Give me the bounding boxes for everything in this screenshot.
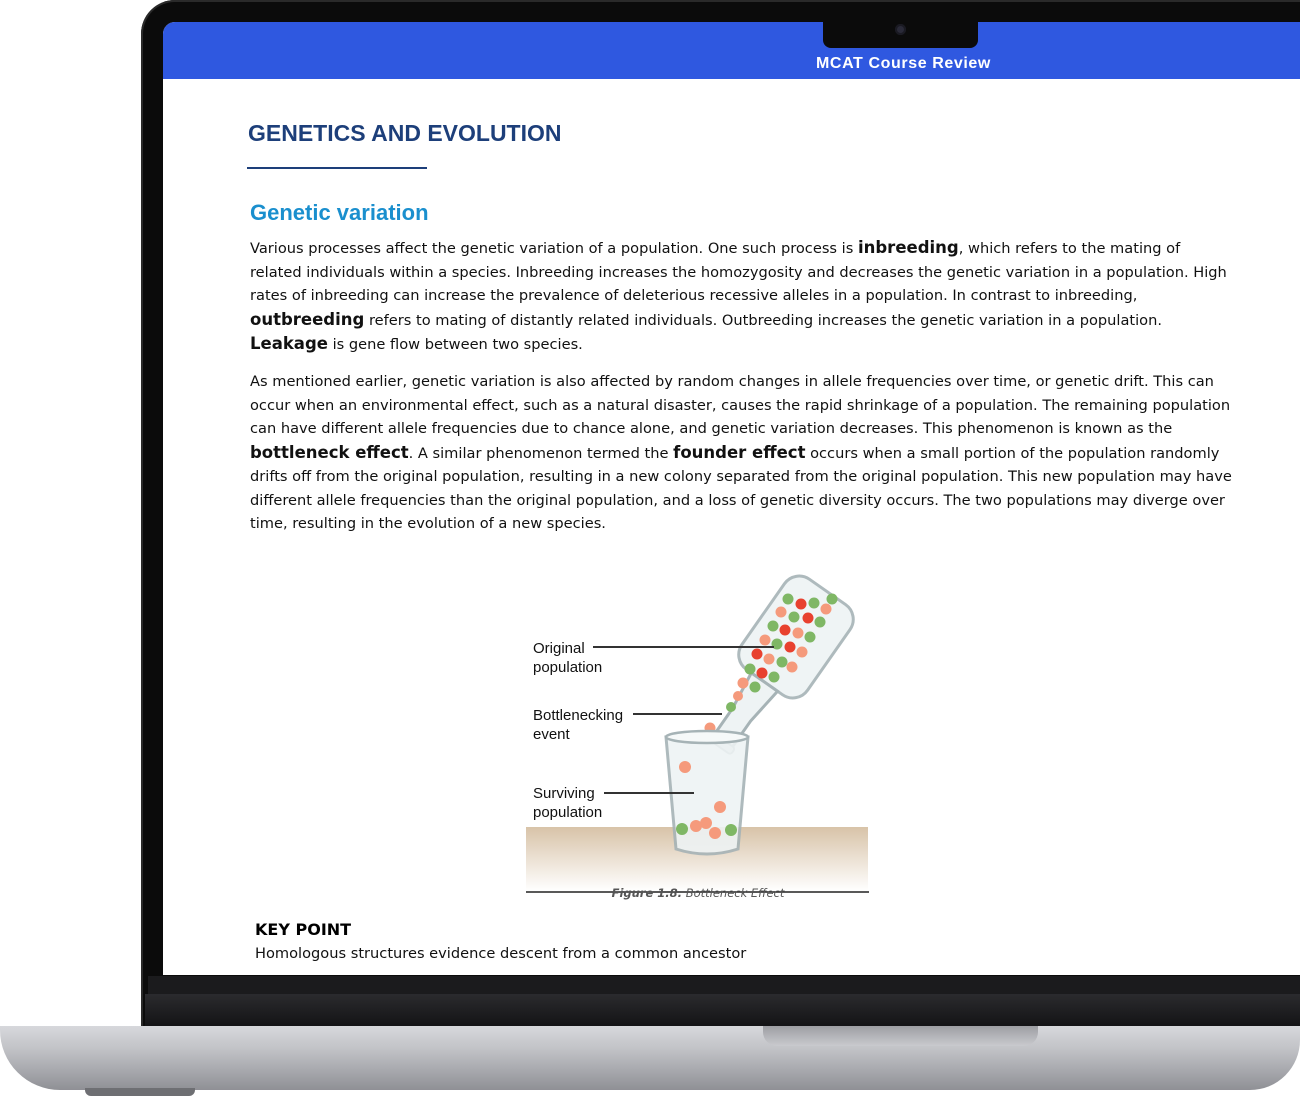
laptop-foot bbox=[85, 1088, 195, 1096]
term-founder-effect: founder effect bbox=[673, 442, 806, 462]
camera-notch bbox=[823, 22, 978, 48]
app-title: MCAT Course Review bbox=[816, 55, 991, 72]
chapter-title: GENETICS AND EVOLUTION bbox=[248, 120, 562, 146]
trackpad-lip bbox=[763, 1026, 1038, 1046]
laptop-screen bbox=[163, 22, 1300, 975]
screen-bottom-bezel bbox=[148, 976, 1300, 996]
term-outbreeding: outbreeding bbox=[250, 309, 365, 329]
term-leakage: Leakage bbox=[250, 334, 328, 353]
label-bottlenecking-event: Bottlenecking event bbox=[533, 707, 624, 743]
term-inbreeding: inbreeding bbox=[857, 238, 959, 257]
paragraph-inbreeding: Various processes affect the genetic variation of a population. One such process is inbreeding, which refers to the mating of related individuals within a species. Inbreeding increases the homozygosity and decreases the genetic variation in a population. High rates of inbreeding can increase the prevalence of deleterious recessive alleles in a population. In contrast to inbreeding, outbreeding refers to mating of distantly related individuals. Outbreeding increases the genetic variation in a population. Leakage is gene flow between two species. bbox=[250, 238, 1227, 353]
key-point-title: KEY POINT bbox=[255, 920, 352, 939]
section-title: Genetic variation bbox=[250, 200, 429, 225]
key-point-text: Homologous structures evidence descent from a common ancestor bbox=[255, 945, 747, 962]
term-bottleneck-effect: bottleneck effect bbox=[250, 442, 409, 462]
label-original-population: Original population bbox=[533, 640, 603, 676]
hinge bbox=[145, 994, 1300, 1028]
top-bar bbox=[163, 22, 1300, 79]
camera-icon bbox=[895, 24, 906, 35]
cup bbox=[666, 737, 748, 854]
label-surviving-population: Surviving population bbox=[533, 785, 603, 821]
page-content bbox=[163, 79, 1300, 975]
paragraph-genetic-drift: As mentioned earlier, genetic variation is also affected by random changes in allele frequencies over time, or genetic drift. This can occur when an environmental effect, such as a natural disaster, causes the rapid shrinkage of a population. The remaining population can have different allele frequencies due to chance alone, and genetic variation decreases. This phenomenon is known as the bottleneck effect. A similar phenomenon termed the founder effect occurs when a small portion of the population randomly drifts off from the original population, resulting in a new colony separated from the original population. This new population may have different allele frequencies than the original population, and a loss of genetic diversity occurs. The two populations may diverge over time, resulting in the evolution of a new species. bbox=[250, 373, 1232, 532]
title-divider bbox=[247, 167, 427, 169]
figure-caption: Figure 1.8. Bottleneck Effect bbox=[611, 886, 785, 900]
laptop-base bbox=[0, 1026, 1300, 1090]
bottleneck-figure bbox=[526, 549, 871, 895]
